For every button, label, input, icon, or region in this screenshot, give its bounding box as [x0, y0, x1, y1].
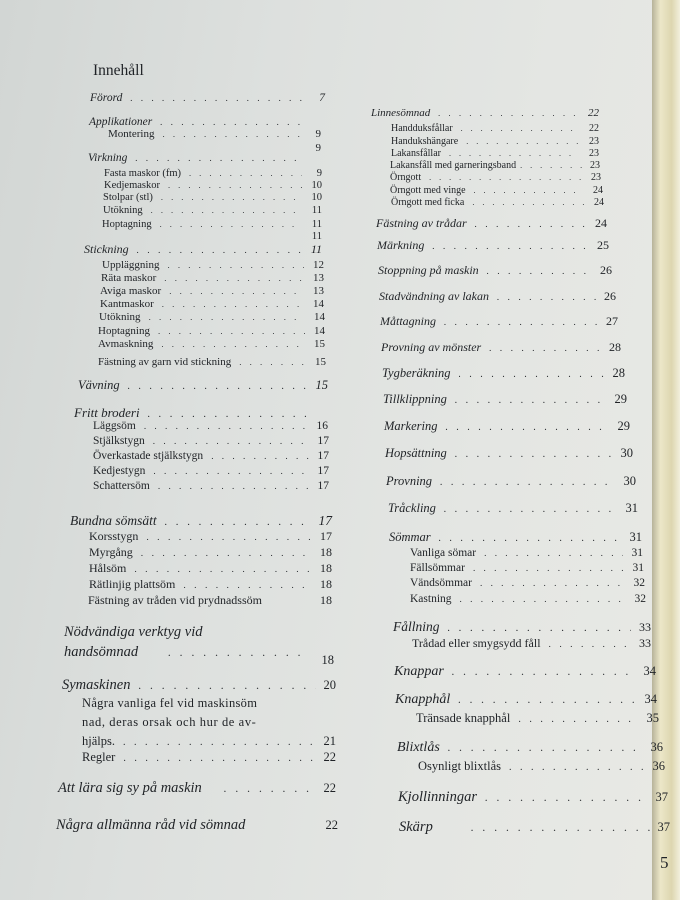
toc-entry: Myrgång . . . 18: [89, 546, 332, 560]
toc-entry: Trådad eller smygsydd fåll . . . 33: [412, 637, 651, 651]
toc-entry: Tränsade knapphål . . . 35: [416, 711, 659, 726]
toc-entry: nad, deras orsak och hur de av-: [82, 715, 257, 729]
toc-entry: Symaskinen . . . 20: [62, 677, 336, 694]
toc-entry: Att lära sig sy på maskin . . . 22: [58, 780, 336, 797]
toc-entry: Stadvändning av lakan . . . 26: [379, 290, 616, 304]
toc-entry: Läggsöm . . . 16: [93, 420, 328, 433]
toc-entry: Några vanliga fel vid maskinsöm: [82, 696, 258, 710]
toc-entry: Korsstygn . . . 17: [89, 530, 332, 544]
toc-entry: handsömnad . . . 18: [64, 644, 334, 661]
toc-entry: Fästning av tråden vid prydnadssöm 18: [88, 593, 332, 607]
toc-entry: Kjollinningar . . . 37: [398, 789, 668, 806]
toc-entry: Hopsättning . . . 30: [385, 446, 633, 461]
toc-entry: Hålsöm . . . 18: [89, 562, 332, 576]
toc-entry: Hoptagning . . . 14: [98, 325, 325, 338]
toc-entry: Virkning . . .: [88, 152, 322, 165]
toc-entry: Knappar . . . 34: [394, 664, 656, 680]
toc-entry: Bundna sömsätt . . . 17: [70, 513, 332, 529]
toc-page-number: 9: [315, 142, 321, 154]
toc-entry: Hoptagning . . . 11: [102, 219, 322, 231]
toc-entry: Vändsömmar . . . 32: [410, 577, 645, 590]
toc-entry: Uppläggning . . . 12: [102, 259, 324, 272]
toc-entry: Fällsömmar . . . 31: [410, 562, 644, 575]
toc-entry: Regler . . . 22: [82, 750, 336, 765]
toc-entry: Avmaskning . . . 15: [98, 338, 325, 351]
toc-entry: Handduksfållar . . . 22: [391, 123, 599, 135]
toc-entry: hjälps. . . . 21: [82, 734, 336, 749]
toc-entry: Måttagning . . . 27: [380, 315, 618, 329]
toc-entry: Schattersöm . . . 17: [93, 480, 329, 493]
toc-entry: Vanliga sömar . . . 31: [410, 547, 643, 560]
page-number: 5: [660, 853, 669, 872]
toc-entry: Fästning av garn vid stickning . . . 15: [98, 356, 326, 369]
toc-entry: Fästning av trådar . . . 24: [376, 217, 607, 231]
toc-entry: Linnesömnad . . . 22: [371, 107, 599, 120]
toc-entry: Provning av mönster . . . 28: [381, 341, 621, 355]
toc-title: Innehåll: [93, 62, 144, 79]
toc-entry: Nödvändiga verktyg vid: [64, 624, 203, 640]
toc-entry: Markering . . . 29: [384, 419, 630, 434]
toc-page-number: 11: [311, 231, 322, 242]
toc-entry: Knapphål . . . 34: [395, 692, 657, 708]
toc-entry: Kedjemaskor . . . 10: [104, 180, 322, 192]
toc-entry: Osynligt blixtlås . . . 36: [418, 759, 665, 774]
toc-entry: Utökning . . . 14: [99, 311, 325, 324]
toc-entry: Fasta maskor (fm) . . . 9: [104, 168, 322, 180]
toc-entry: Örngott med vinge . . . 24: [390, 185, 603, 197]
toc-entry: Stolpar (stl) . . . 10: [103, 192, 322, 204]
toc-entry: Räta maskor . . . 13: [101, 272, 324, 285]
toc-entry: Skärp . . . 37: [399, 819, 670, 836]
toc-entry: Kedjestygn . . . 17: [93, 465, 329, 478]
toc-entry: Utökning . . . 11: [103, 205, 322, 217]
toc-entry: Överkastade stjälkstygn . . . 17: [93, 450, 329, 463]
toc-entry: Applikationer . . .: [89, 116, 321, 129]
toc-entry: Provning . . . 30: [386, 474, 636, 489]
toc-entry: Örngott med ficka . . . 24: [391, 197, 604, 209]
toc-entry: Stickning . . . 11: [84, 243, 322, 257]
toc-entry: Tillklippning . . . 29: [383, 392, 627, 407]
toc-entry: Aviga maskor . . . 13: [100, 285, 324, 298]
toc-entry: Lakansfåll med garneringsband . . . 23: [390, 160, 600, 172]
toc-entry: Fritt broderi . . .: [74, 406, 328, 421]
toc-entry: Märkning . . . 25: [377, 239, 609, 253]
toc-entry: Förord . . . 7: [90, 92, 325, 105]
toc-entry: Stoppning på maskin . . . 26: [378, 264, 612, 278]
toc-entry: Kastning . . . 32: [410, 593, 646, 606]
toc-entry: Lakansfållar . . . 23: [391, 148, 599, 160]
toc-entry: Blixtlås . . . 36: [397, 740, 663, 756]
toc-entry: Fållning . . . 33: [393, 619, 651, 635]
toc-entry: Tygberäkning . . . 28: [382, 366, 625, 381]
toc-entry: Örngott . . . 23: [390, 172, 601, 184]
toc-entry: Rätlinjig plattsöm . . . 18: [89, 578, 332, 592]
toc-entry: Kantmaskor . . . 14: [100, 298, 324, 311]
toc-entry: Tråckling . . . 31: [388, 501, 638, 516]
toc-entry: Vävning . . . 15: [78, 378, 328, 393]
toc-entry: Stjälkstygn . . . 17: [93, 435, 329, 448]
toc-entry: Montering . . . 9: [108, 128, 321, 141]
toc-entry: Några allmänna råd vid sömnad 22: [56, 817, 338, 833]
toc-entry: Sömmar . . . 31: [389, 530, 642, 545]
toc-entry: Handukshängare . . . 23: [391, 136, 599, 148]
